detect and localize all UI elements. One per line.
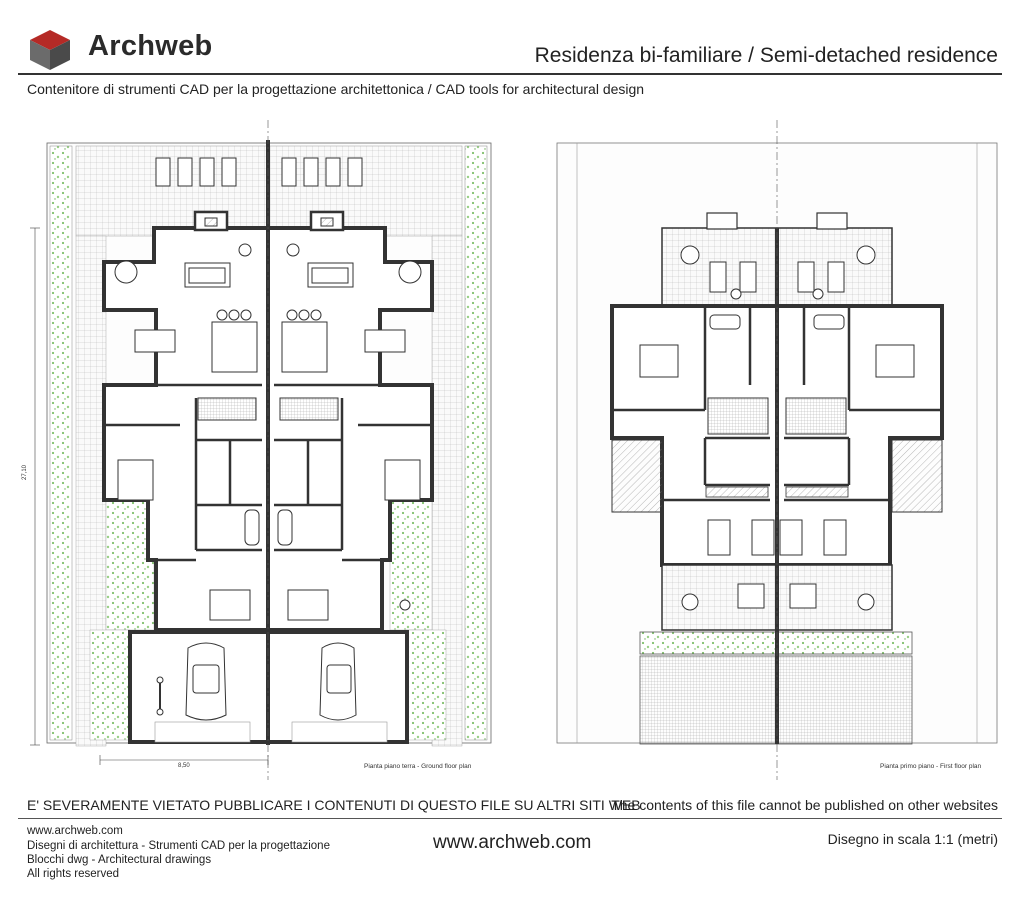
- brand-name: Archweb: [88, 30, 213, 62]
- footer-line-blocks: Blocchi dwg - Architectural drawings: [27, 854, 212, 866]
- footer-line-drawings: Disegni di architettura - Strumenti CAD per la progettazione: [27, 840, 330, 852]
- dimension-width-label: 8,50: [178, 763, 190, 769]
- scale-note: Disegno in scala 1:1 (metri): [827, 831, 998, 847]
- first-floor-caption: Pianta primo piano - First floor plan: [880, 763, 982, 770]
- footer-url-link[interactable]: www.archweb.com: [433, 832, 592, 853]
- dimension-height-label: 27,10: [22, 464, 28, 480]
- footer-line-website: www.archweb.com: [27, 825, 123, 837]
- copyright-notice-english: The contents of this file cannot be published on other websites: [611, 797, 998, 813]
- first-floor-plan: [557, 120, 997, 780]
- footer-line-rights: All rights reserved: [27, 868, 120, 880]
- ground-floor-caption: Pianta piano terra - Ground floor plan: [364, 763, 472, 770]
- copyright-notice-italian: E' SEVERAMENTE VIETATO PUBBLICARE I CONTENUTI DI QUESTO FILE SU ALTRI SITI WEB: [27, 797, 641, 813]
- garden-left: [50, 146, 72, 740]
- footer-divider: [18, 818, 1002, 819]
- garden-right: [465, 146, 487, 740]
- page-title: Residenza bi-familiare / Semi-detached residence: [534, 44, 998, 67]
- ground-floor-plan: [30, 120, 491, 780]
- page-subtitle: Contenitore di strumenti CAD per la progettazione architettonica / CAD tools for architectural design: [27, 81, 645, 97]
